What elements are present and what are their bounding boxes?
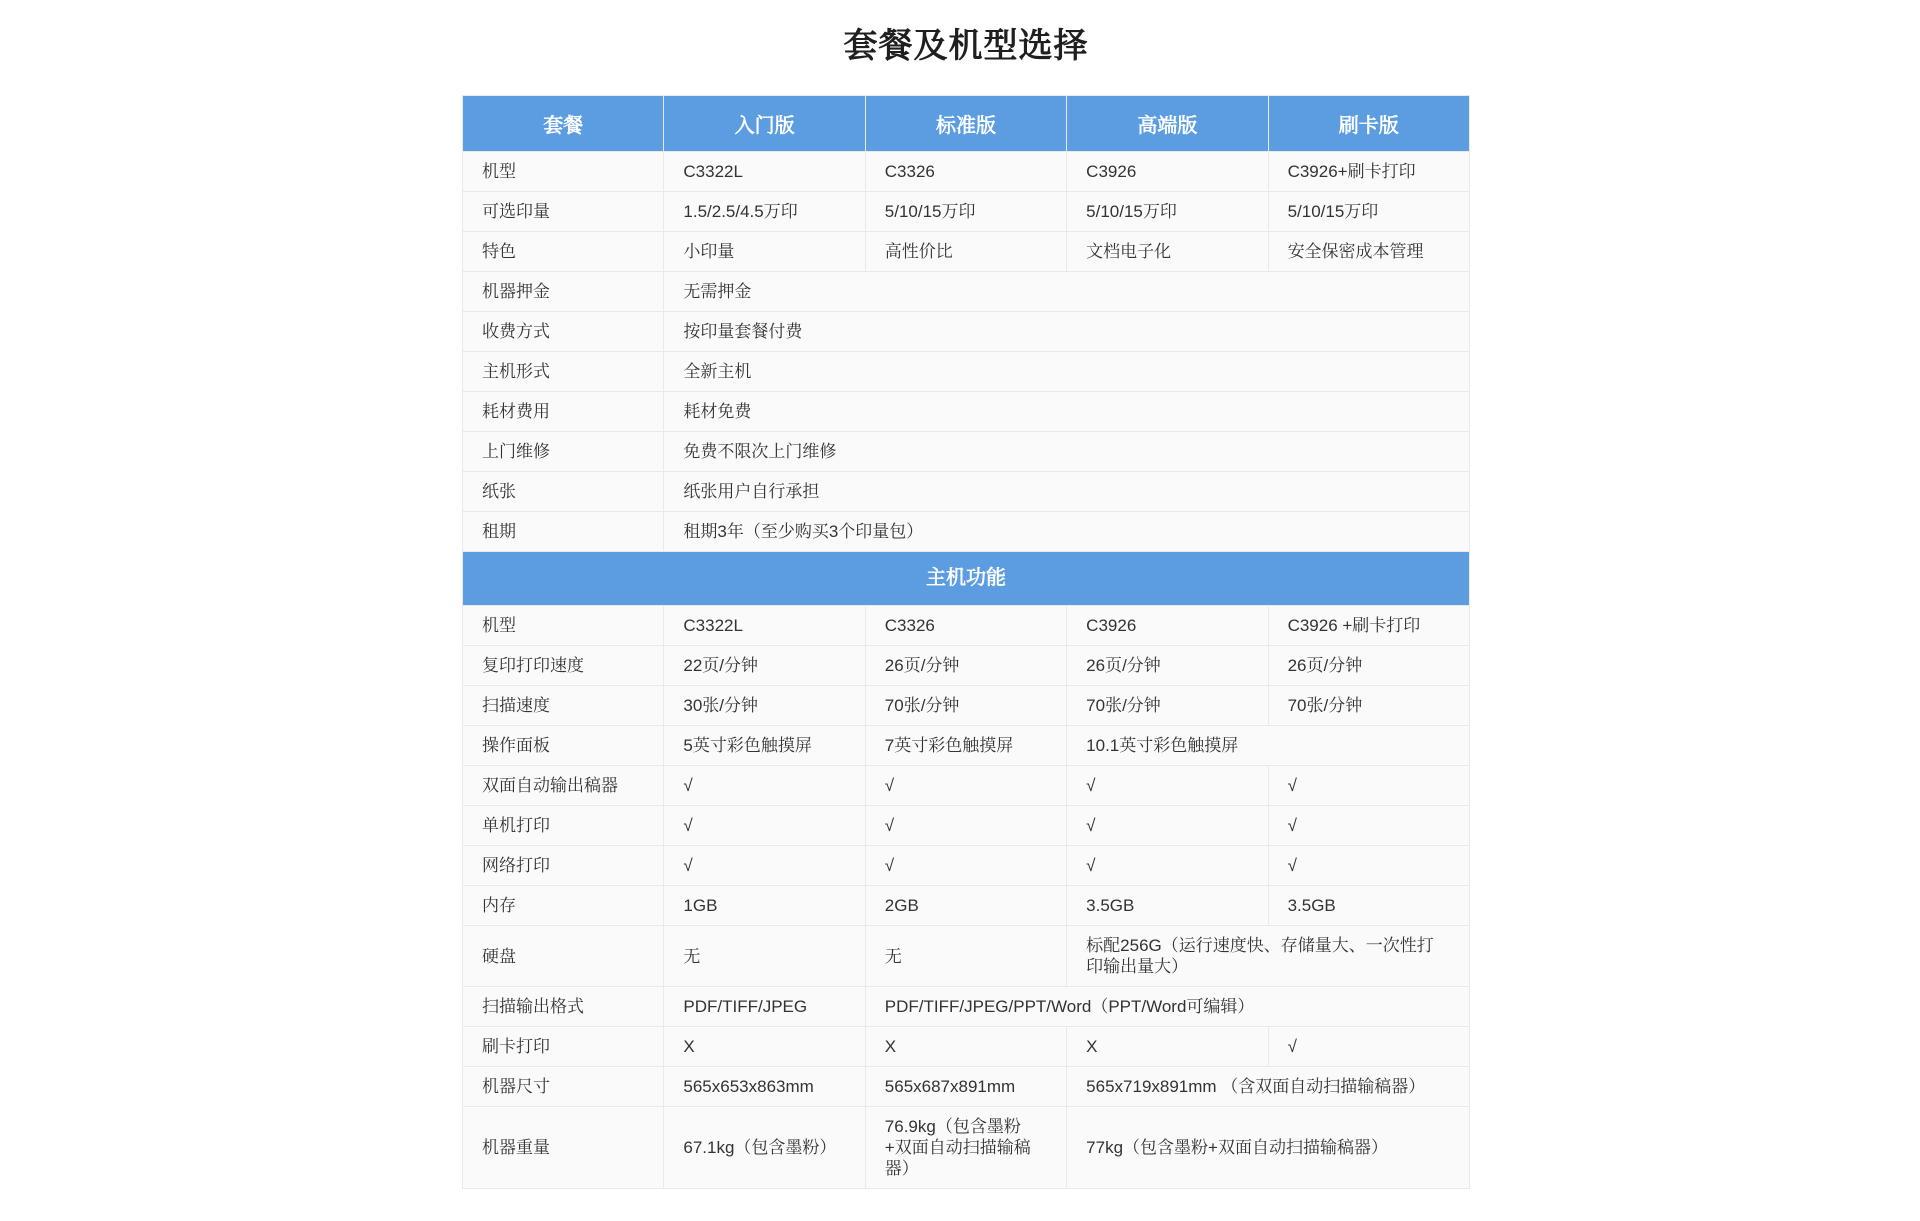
cell: √ — [865, 846, 1066, 886]
row-label: 内存 — [463, 886, 664, 926]
cell: 纸张用户自行承担 — [664, 472, 1470, 512]
cell: √ — [865, 766, 1066, 806]
row-label: 双面自动输出稿器 — [463, 766, 664, 806]
package-row-3 — [463, 272, 1470, 312]
cell: √ — [865, 806, 1066, 846]
cell: 565x653x863mm — [664, 1067, 865, 1107]
row-label: 单机打印 — [463, 806, 664, 846]
cell: 26页/分钟 — [1067, 646, 1268, 686]
cell: √ — [1067, 806, 1268, 846]
cell: C3326 — [865, 152, 1066, 192]
cell: 租期3年（至少购买3个印量包） — [664, 512, 1470, 552]
row-label: 操作面板 — [463, 726, 664, 766]
cell: 5英寸彩色触摸屏 — [664, 726, 865, 766]
cell: PDF/TIFF/JPEG — [664, 987, 865, 1027]
row-label: 机型 — [463, 152, 664, 192]
cell: 70张/分钟 — [1268, 686, 1469, 726]
row-label: 扫描输出格式 — [463, 987, 664, 1027]
package-rows — [463, 152, 1470, 552]
feature-row-4 — [463, 766, 1470, 806]
cell: 全新主机 — [664, 352, 1470, 392]
cell: √ — [1268, 1027, 1469, 1067]
row-label: 机器押金 — [463, 272, 664, 312]
cell: 3.5GB — [1268, 886, 1469, 926]
row-label: 租期 — [463, 512, 664, 552]
package-row-4 — [463, 312, 1470, 352]
row-label: 特色 — [463, 232, 664, 272]
feature-row-9 — [463, 987, 1470, 1027]
row-label: 刷卡打印 — [463, 1027, 664, 1067]
package-row-9 — [463, 512, 1470, 552]
feature-row-8 — [463, 926, 1470, 987]
cell: 67.1kg（包含墨粉） — [664, 1107, 865, 1189]
feature-rows — [463, 606, 1470, 1189]
package-row-8 — [463, 472, 1470, 512]
cell: √ — [1268, 766, 1469, 806]
cell: 565x687x891mm — [865, 1067, 1066, 1107]
cell: X — [664, 1027, 865, 1067]
cell: C3926+刷卡打印 — [1268, 152, 1469, 192]
column-header-4: 刷卡版 — [1268, 96, 1469, 152]
feature-row-1 — [463, 646, 1470, 686]
row-label: 机器尺寸 — [463, 1067, 664, 1107]
row-label: 耗材费用 — [463, 392, 664, 432]
cell: 5/10/15万印 — [1268, 192, 1469, 232]
column-header-0: 套餐 — [463, 96, 664, 152]
row-label: 纸张 — [463, 472, 664, 512]
cell: √ — [1067, 766, 1268, 806]
row-label: 网络打印 — [463, 846, 664, 886]
cell: 免费不限次上门维修 — [664, 432, 1470, 472]
row-label: 收费方式 — [463, 312, 664, 352]
feature-row-6 — [463, 846, 1470, 886]
feature-row-0 — [463, 606, 1470, 646]
cell: 2GB — [865, 886, 1066, 926]
cell: 70张/分钟 — [865, 686, 1066, 726]
cell: 3.5GB — [1067, 886, 1268, 926]
row-label: 上门维修 — [463, 432, 664, 472]
features-section — [463, 552, 1470, 606]
package-row-2 — [463, 232, 1470, 272]
package-row-7 — [463, 432, 1470, 472]
cell: 无 — [865, 926, 1066, 987]
cell: 22页/分钟 — [664, 646, 865, 686]
cell: √ — [1067, 846, 1268, 886]
cell: 10.1英寸彩色触摸屏 — [1067, 726, 1470, 766]
column-header-2: 标准版 — [865, 96, 1066, 152]
cell: C3326 — [865, 606, 1066, 646]
row-label: 机器重量 — [463, 1107, 664, 1189]
cell: C3926 — [1067, 152, 1268, 192]
feature-row-11 — [463, 1067, 1470, 1107]
cell: C3322L — [664, 152, 865, 192]
cell: X — [865, 1027, 1066, 1067]
feature-row-12 — [463, 1107, 1470, 1189]
row-label: 主机形式 — [463, 352, 664, 392]
cell: PDF/TIFF/JPEG/PPT/Word（PPT/Word可编辑） — [865, 987, 1469, 1027]
row-label: 扫描速度 — [463, 686, 664, 726]
cell: 77kg（包含墨粉+双面自动扫描输稿器） — [1067, 1107, 1470, 1189]
cell: 76.9kg（包含墨粉+双面自动扫描输稿器） — [865, 1107, 1066, 1189]
cell: 安全保密成本管理 — [1268, 232, 1469, 272]
feature-row-10 — [463, 1027, 1470, 1067]
section-header: 主机功能 — [463, 552, 1470, 606]
cell: 70张/分钟 — [1067, 686, 1268, 726]
feature-row-5 — [463, 806, 1470, 846]
cell: √ — [1268, 846, 1469, 886]
row-label: 机型 — [463, 606, 664, 646]
column-header-1: 入门版 — [664, 96, 865, 152]
cell: √ — [1268, 806, 1469, 846]
content-area — [462, 0, 1470, 1189]
cell: 26页/分钟 — [1268, 646, 1469, 686]
section-header-row — [463, 552, 1470, 606]
cell: 30张/分钟 — [664, 686, 865, 726]
cell: 文档电子化 — [1067, 232, 1268, 272]
row-label: 可选印量 — [463, 192, 664, 232]
cell: 565x719x891mm （含双面自动扫描输稿器） — [1067, 1067, 1470, 1107]
row-label: 复印打印速度 — [463, 646, 664, 686]
package-row-0 — [463, 152, 1470, 192]
cell: 耗材免费 — [664, 392, 1470, 432]
feature-row-7 — [463, 886, 1470, 926]
cell: X — [1067, 1027, 1268, 1067]
cell: 按印量套餐付费 — [664, 312, 1470, 352]
package-row-6 — [463, 392, 1470, 432]
cell: 高性价比 — [865, 232, 1066, 272]
page-title: 套餐及机型选择 — [843, 27, 1089, 65]
cell: 7英寸彩色触摸屏 — [865, 726, 1066, 766]
cell: 小印量 — [664, 232, 865, 272]
spec-table — [462, 95, 1470, 1189]
package-row-1 — [463, 192, 1470, 232]
cell: 标配256G（运行速度快、存储量大、一次性打印输出量大） — [1067, 926, 1470, 987]
cell: 5/10/15万印 — [1067, 192, 1268, 232]
cell: √ — [664, 806, 865, 846]
feature-row-3 — [463, 726, 1470, 766]
cell: 5/10/15万印 — [865, 192, 1066, 232]
cell: 无 — [664, 926, 865, 987]
cell: C3926 — [1067, 606, 1268, 646]
package-header-row — [463, 96, 1470, 152]
cell: 1.5/2.5/4.5万印 — [664, 192, 865, 232]
cell: 无需押金 — [664, 272, 1470, 312]
package-row-5 — [463, 352, 1470, 392]
row-label: 硬盘 — [463, 926, 664, 987]
cell: 26页/分钟 — [865, 646, 1066, 686]
cell: C3322L — [664, 606, 865, 646]
column-header-3: 高端版 — [1067, 96, 1268, 152]
cell: C3926 +刷卡打印 — [1268, 606, 1469, 646]
feature-row-2 — [463, 686, 1470, 726]
cell: √ — [664, 846, 865, 886]
cell: √ — [664, 766, 865, 806]
cell: 1GB — [664, 886, 865, 926]
